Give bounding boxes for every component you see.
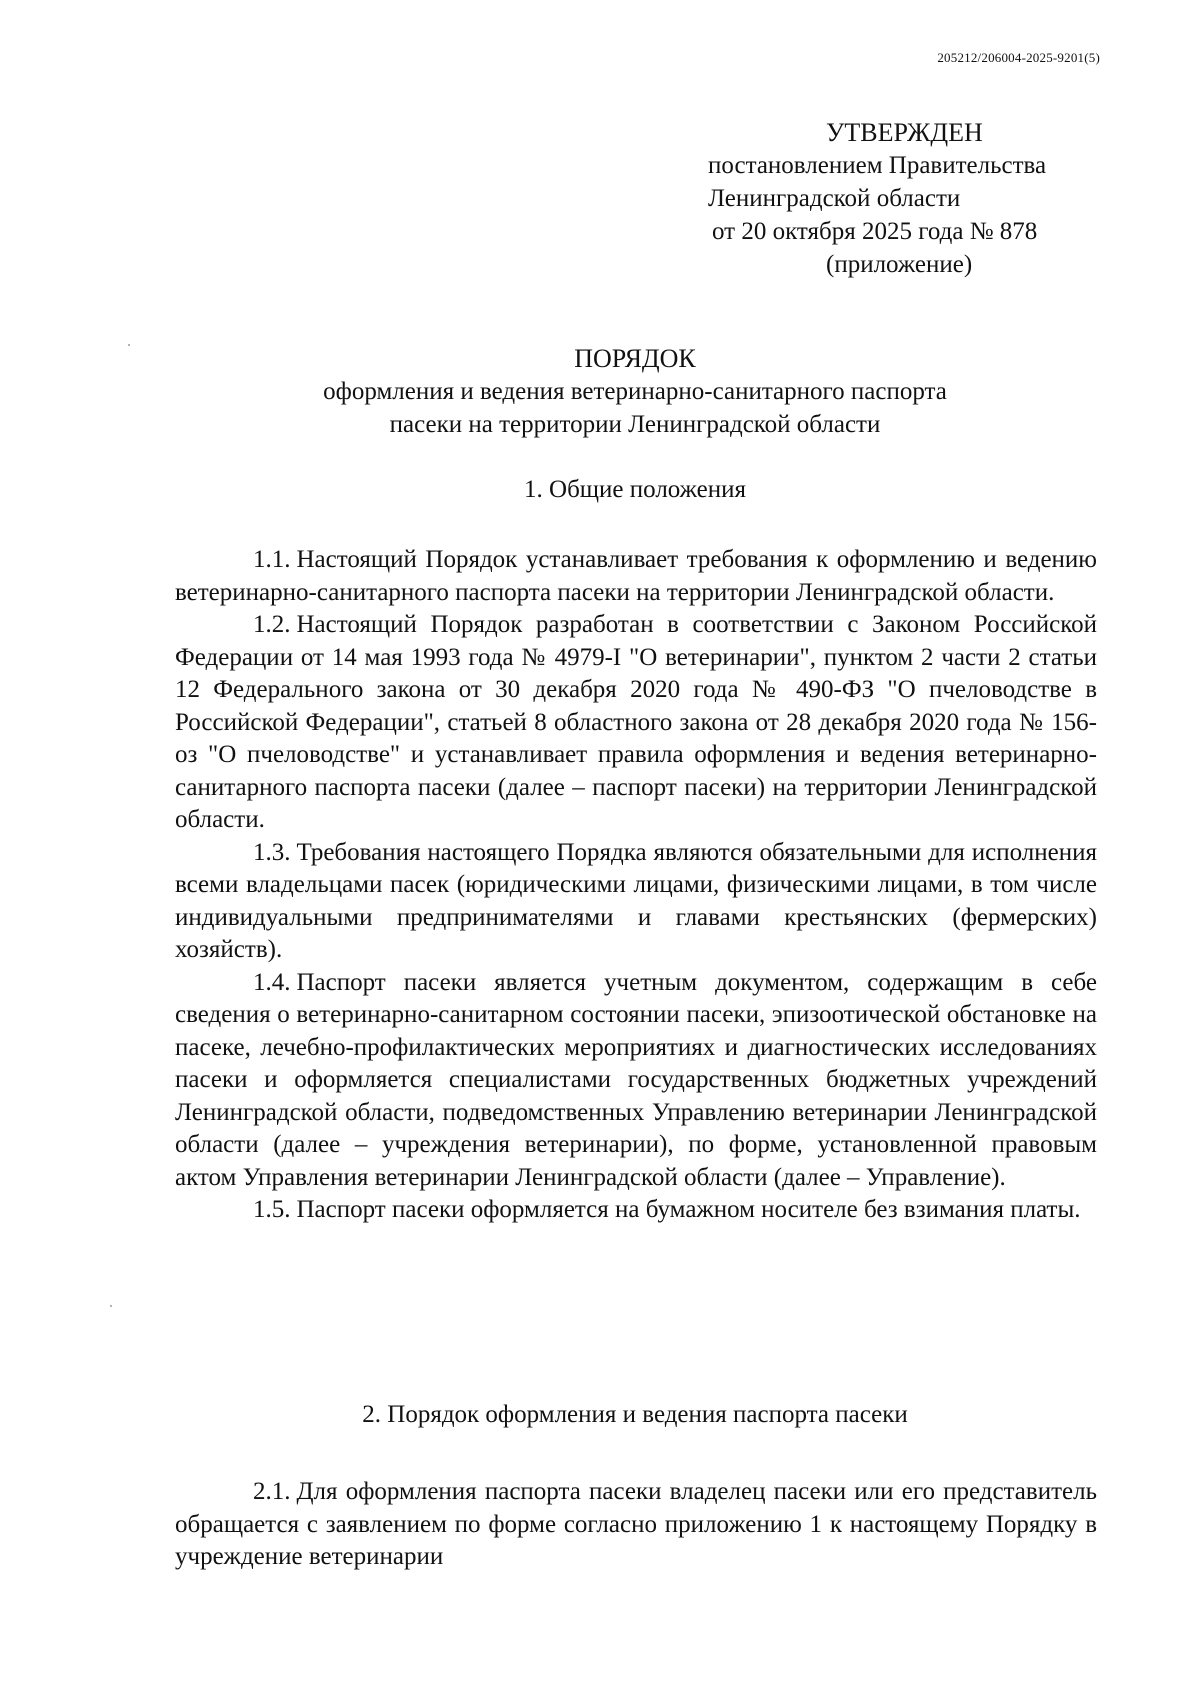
paragraph-number: 2.1. — [253, 1478, 291, 1505]
document-subtitle-line-2: пасеки на территории Ленинградской области — [389, 411, 881, 438]
approval-line-resolution: постановлением Правительства — [708, 152, 1047, 179]
paragraph-number: 1.3. — [253, 838, 291, 866]
approval-line-date-number: от 20 октября 2025 года № 878 — [712, 218, 1038, 245]
paragraph-text: Паспорт пасеки является учетным документом, содержащим в себе сведения о ветеринарно-санитарном состоянии пасеки, эпизоотической обстановке на пасеке, лечебно-профилактических мероприятиях и диагностических исследованиях пасеки и оформляется специалистами государственных бюджетных учреждений Ленинградской области, подведомственных Управлению ветеринарии Ленинградской области (далее – учреждения ветеринарии), по форме, установленной правовым актом Управления ветеринарии Ленинградской области (далее – Управление). — [175, 968, 1097, 1191]
document-subtitle-line-1: оформления и ведения ветеринарно-санитарного паспорта — [323, 378, 947, 405]
paragraph-number: 1.1. — [253, 546, 291, 573]
paragraph-text: Настоящий Порядок разработан в соответствии с Законом Российской Федерации от 14 мая 1993 года № 4979-I "О ветеринарии", пунктом 2 части 2 статьи 12 Федерального закона от 30 декабря 2020 года № 490-ФЗ "О пчеловодстве в Российской Федерации", статьей 8 областного закона от 28 декабря 2020 года № 156-оз "О пчеловодстве" и устанавливает правила оформления и ведения ветеринарно-санитарного паспорта пасеки (далее – паспорт пасеки) на территории Ленинградской области. — [175, 611, 1097, 833]
approval-line-region: Ленинградской области — [708, 185, 961, 212]
paragraph-1-3 — [175, 837, 1097, 967]
scan-speck — [128, 344, 130, 346]
document-subtitle — [0, 375, 1200, 441]
paragraph-1-1 — [175, 544, 1097, 609]
section-body-general-provisions — [175, 544, 1097, 1227]
section-heading-general-provisions: 1. Общие положения — [524, 476, 746, 503]
paragraph-1-5 — [175, 1194, 1097, 1227]
paragraph-number: 1.4. — [253, 968, 291, 996]
paragraph-text: Для оформления паспорта пасеки владелец пасеки или его представитель обращается с заявлением по форме согласно приложению 1 к настоящему Порядку в учреждение ветеринарии — [175, 1478, 1097, 1570]
paragraph-text: Паспорт пасеки оформляется на бумажном носителе без взимания платы. — [296, 1196, 1081, 1223]
approval-stamp-block — [708, 116, 1108, 281]
paragraph-number: 1.2. — [253, 611, 291, 638]
section-heading-passport-procedure: 2. Порядок оформления и ведения паспорта пасеки — [362, 1401, 908, 1428]
scan-speck — [110, 1305, 112, 1307]
paragraph-2-1 — [175, 1476, 1097, 1574]
paragraph-text: Настоящий Порядок устанавливает требования к оформлению и ведению ветеринарно-санитарного паспорта пасеки на территории Ленинградской области. — [175, 546, 1097, 606]
paragraph-text: Требования настоящего Порядка являются обязательными для исполнения всеми владельцами пасек (юридическими лицами, физическими лицами, в том числе индивидуальными предпринимателями и главами крестьянских (фермерских) хозяйств). — [175, 838, 1097, 963]
section-body-passport-procedure — [175, 1476, 1097, 1574]
approval-line-appendix: (приложение) — [826, 251, 973, 278]
document-title: ПОРЯДОК — [574, 344, 696, 373]
paragraph-1-2 — [175, 609, 1097, 837]
paragraph-1-4 — [175, 967, 1097, 1195]
approval-title: УТВЕРЖДЕН — [826, 118, 983, 147]
paragraph-number: 1.5. — [253, 1196, 291, 1223]
document-registration-number: 205212/206004-2025-9201(5) — [937, 50, 1100, 65]
